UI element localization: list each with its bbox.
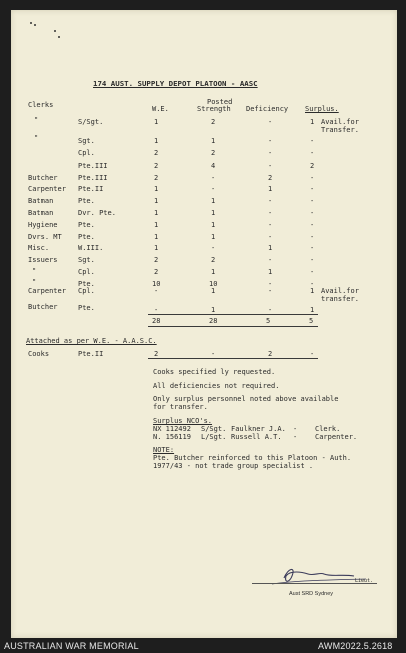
note-line-2: 1977/43 - not trade group specialist . (153, 462, 314, 470)
row-posted: 1 (211, 306, 216, 314)
row-surplus: 1 (310, 287, 315, 295)
row-trade: Dvrs. MT (28, 233, 62, 241)
signature-rank: Lieut. (355, 578, 374, 584)
row-rank: Pte. (78, 233, 95, 241)
row-posted: 1 (211, 197, 216, 205)
document-title: 174 AUST. SUPPLY DEPOT PLATOON - AASC (93, 79, 258, 88)
row-trade: Batman (28, 209, 54, 217)
header-we: W.E. (152, 105, 169, 113)
attached-surplus: - (310, 350, 315, 358)
row-trade: Carpenter (28, 185, 66, 193)
row-we: 10 (152, 280, 161, 288)
row-rank: Pte. (78, 221, 95, 229)
row-trade: " (32, 278, 37, 286)
attached-heading: Attached as per W.E. - A.A.S.C. (26, 337, 157, 345)
row-we: 1 (154, 221, 159, 229)
row-surplus: - (310, 209, 315, 217)
row-surplus: 1 (310, 118, 315, 126)
row-rank: Pte.III (78, 162, 108, 170)
row-surplus: - (310, 280, 315, 288)
row-deficiency: - (268, 118, 273, 126)
footer-bar (0, 639, 406, 653)
row-posted: 1 (211, 268, 216, 276)
note-deficiencies: All deficiencies not required. (153, 382, 280, 390)
handwritten-signature (262, 562, 372, 590)
nco-trade: Carpenter. (315, 433, 358, 441)
row-posted: - (211, 185, 216, 193)
row-rank: Pte. (78, 197, 95, 205)
header-surplus: Surplus. (305, 105, 339, 113)
row-we: 2 (154, 162, 159, 170)
row-rank: Dvr. Pte. (78, 209, 116, 217)
row-we: 1 (154, 209, 159, 217)
row-deficiency: - (268, 137, 273, 145)
row-posted: 1 (211, 137, 216, 145)
row-we: 2 (154, 268, 159, 276)
row-rank: Sgt. (78, 137, 95, 145)
row-surplus: - (310, 256, 315, 264)
row-trade: Clerks (28, 101, 54, 109)
attached-rule (148, 358, 318, 359)
row-deficiency: - (268, 280, 273, 288)
row-we: 1 (154, 185, 159, 193)
row-trade: " (34, 116, 39, 124)
total-posted: 28 (209, 317, 218, 325)
row-deficiency: - (268, 162, 273, 170)
row-rank: Pte. (78, 304, 95, 312)
row-we: 1 (154, 137, 159, 145)
nco-rank: S/Sgt. (201, 425, 227, 433)
row-deficiency: - (268, 197, 273, 205)
total-we: 28 (152, 317, 161, 325)
row-deficiency: - (268, 287, 273, 295)
row-we: 2 (154, 174, 159, 182)
total-surplus: 5 (309, 317, 314, 325)
row-surplus: 2 (310, 162, 315, 170)
row-rank: W.III. (78, 244, 104, 252)
footer-left-text: AUSTRALIAN WAR MEMORIAL (4, 641, 139, 651)
row-deficiency: - (268, 306, 273, 314)
row-rank: Cpl. (78, 149, 95, 157)
row-posted: 10 (209, 280, 218, 288)
row-posted: 1 (211, 233, 216, 241)
row-rank: Pte.III (78, 174, 108, 182)
totals-rule-top (148, 314, 318, 315)
row-surplus: - (310, 268, 315, 276)
row-deficiency: 1 (268, 244, 273, 252)
row-surplus: - (310, 149, 315, 157)
row-trade: " (34, 134, 39, 142)
row-rank: Sgt. (78, 256, 95, 264)
row-deficiency: 1 (268, 185, 273, 193)
row-posted: - (211, 174, 216, 182)
totals-rule-bottom (148, 326, 318, 327)
row-deficiency: 2 (268, 174, 273, 182)
total-deficiency: 5 (266, 317, 271, 325)
row-note: Avail.for Transfer. (321, 118, 359, 134)
row-surplus: - (310, 244, 315, 252)
row-trade: " (32, 267, 37, 275)
note-heading: NOTE: (153, 446, 175, 454)
row-trade: Hygiene (28, 221, 58, 229)
row-surplus: - (310, 185, 315, 193)
header-posted-2: Strength (197, 105, 231, 113)
attached-posted: - (211, 350, 216, 358)
note-line-1: Pte. Butcher reinforced to this Platoon - Auth. (153, 454, 352, 462)
nco-number: N. 156119 (153, 433, 191, 441)
row-trade: Misc. (28, 244, 50, 252)
surplus-ncos-heading: Surplus NCO's. (153, 417, 213, 425)
row-posted: - (211, 244, 216, 252)
row-we: 2 (154, 256, 159, 264)
row-surplus: 1 (310, 306, 315, 314)
row-note: Avail.for transfer. (321, 287, 359, 303)
attached-deficiency: 2 (268, 350, 273, 358)
row-we: 1 (154, 197, 159, 205)
row-posted: 2 (211, 149, 216, 157)
row-posted: 4 (211, 162, 216, 170)
row-we: 1 (154, 244, 159, 252)
nco-name: Russell A.T. (231, 433, 282, 441)
row-rank: Cpl. (78, 268, 95, 276)
row-deficiency: - (268, 256, 273, 264)
row-we: 1 (154, 233, 159, 241)
note-surplus-1: Only surplus personnel noted above available (153, 395, 339, 403)
row-deficiency: - (268, 221, 273, 229)
row-trade: Butcher (28, 174, 58, 182)
header-deficiency: Deficiency (246, 105, 289, 113)
row-deficiency: - (268, 149, 273, 157)
row-rank: Pte. (78, 280, 95, 288)
row-we: 2 (154, 149, 159, 157)
header-posted-1: Posted (207, 98, 233, 106)
nco-dash: - (293, 425, 298, 433)
row-posted: 1 (211, 287, 216, 295)
nco-rank: L/Sgt. (201, 433, 227, 441)
row-posted: 2 (211, 256, 216, 264)
row-trade: Issuers (28, 256, 58, 264)
row-we: - (154, 287, 159, 295)
row-trade: Batman (28, 197, 54, 205)
nco-name: Faulkner J.A. (231, 425, 286, 433)
attached-we: 2 (154, 350, 159, 358)
footer-right-text: AWM2022.5.2618 (318, 641, 393, 651)
row-we: 1 (154, 118, 159, 126)
row-rank: Cpl. (78, 287, 95, 295)
nco-number: NX 112492 (153, 425, 191, 433)
row-we: - (154, 306, 159, 314)
nco-dash: - (293, 433, 298, 441)
row-trade: Carpenter (28, 287, 66, 295)
row-posted: 1 (211, 221, 216, 229)
row-surplus: - (310, 197, 315, 205)
attached-rank: Pte.II (78, 350, 104, 358)
row-surplus: - (310, 221, 315, 229)
row-deficiency: - (268, 233, 273, 241)
attached-trade: Cooks (28, 350, 50, 358)
row-deficiency: 1 (268, 268, 273, 276)
row-deficiency: - (268, 209, 273, 217)
row-posted: 1 (211, 209, 216, 217)
row-rank: Pte.II (78, 185, 104, 193)
row-surplus: - (310, 233, 315, 241)
row-surplus: - (310, 174, 315, 182)
note-cooks: Cooks specified ly requested. (153, 368, 276, 376)
row-posted: 2 (211, 118, 216, 126)
note-surplus-2: for transfer. (153, 403, 208, 411)
nco-trade: Clerk. (315, 425, 341, 433)
signature-unit: Aust SRD Sydney (289, 591, 334, 597)
row-trade: Butcher (28, 303, 58, 311)
row-rank: S/Sgt. (78, 118, 104, 126)
row-surplus: - (310, 137, 315, 145)
